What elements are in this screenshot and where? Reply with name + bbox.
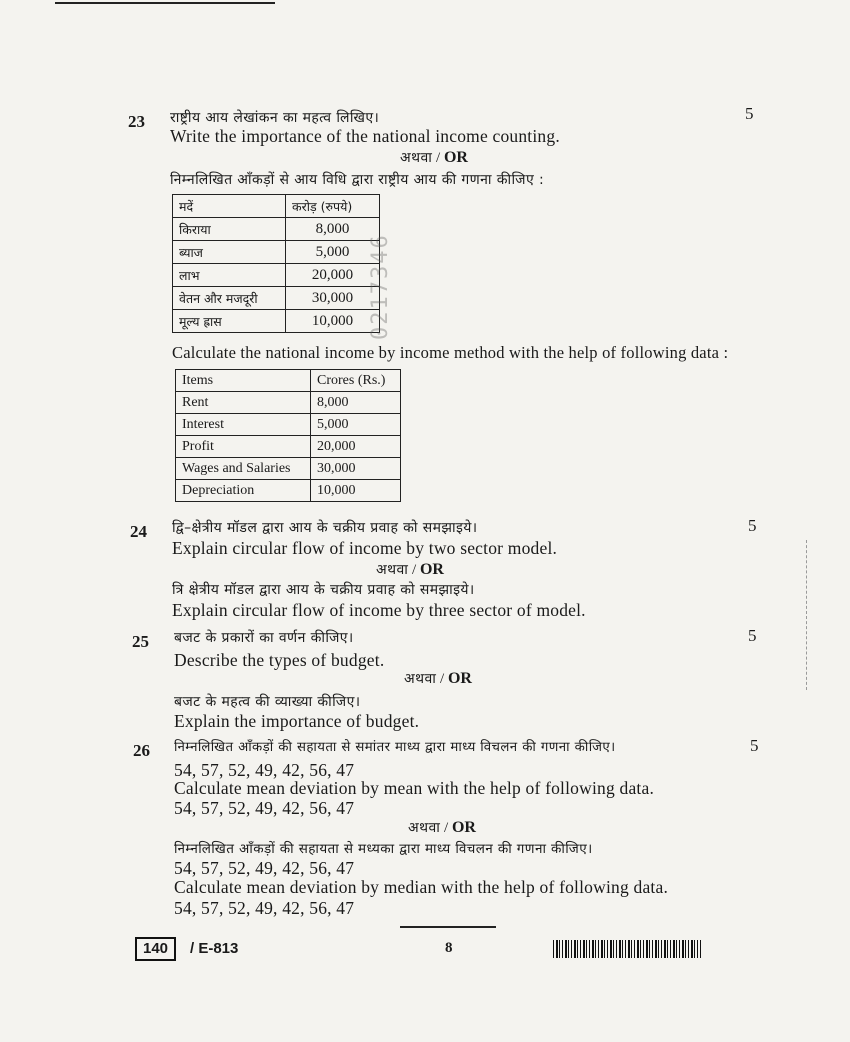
table-cell: Interest [176,414,311,436]
table-cell: Profit [176,436,311,458]
table-cell: लाभ [173,264,286,287]
table-cell: Rent [176,392,311,414]
table-row [173,241,380,264]
or-hindi: अथवा [376,562,409,578]
table-row [173,264,380,287]
question-text-english: Explain circular flow of income by two sector model. [172,538,558,558]
question-text-english: Calculate mean deviation by mean with the help of following data. [174,778,655,798]
or-separator: अथवा / OR [400,149,468,166]
question-number: 23 [128,112,145,131]
footer-rule [400,926,496,928]
table-row [176,414,401,436]
top-rule [55,2,275,4]
question-text-hindi-alt: बजट के महत्व की व्याख्या कीजिए। [174,694,361,710]
marks: 5 [748,626,757,645]
table-cell: Wages and Salaries [176,458,311,480]
table-header-row [173,195,380,218]
data-values: 54, 57, 52, 49, 42, 56, 47 [174,798,355,818]
table-header-cell: करोड़ (रुपये) [286,195,380,218]
table-header-row [176,370,401,392]
question-text-hindi: बजट के प्रकारों का वर्णन कीजिए। [174,630,354,646]
table-header-cell: मदें [173,195,286,218]
or-hindi: अथवा [408,820,441,836]
table-cell: मूल्य ह्रास [173,310,286,333]
question-text-hindi: द्वि–क्षेत्रीय मॉडल द्वारा आय के चक्रीय प्रवाह को समझाइये। [172,520,478,536]
table-row [176,480,401,502]
table-header-cell: Items [176,370,311,392]
marks: 5 [750,736,759,755]
paper-number-box: 140 [135,937,176,961]
question-text-english-alt: Calculate the national income by income method with the help of following data : [172,343,729,362]
question-text-hindi-alt: त्रि क्षेत्रीय मॉडल द्वारा आय के चक्रीय प्रवाह को समझाइये। [172,582,475,598]
serial-stamp: 0217346 [368,233,393,340]
table-header-cell: Crores (Rs.) [311,370,401,392]
table-cell: किराया [173,218,286,241]
table-row [173,310,380,333]
question-text-hindi: राष्ट्रीय आय लेखांकन का महत्व लिखिए। [170,110,380,126]
or-hindi: अथवा [404,671,437,687]
question-text-english: Describe the types of budget. [174,650,385,670]
table-cell: 20,000 [286,264,380,287]
paper-code: / E-813 [190,940,239,957]
question-text-hindi-alt: निम्नलिखित आँकड़ों से आय विधि द्वारा राष्ट्रीय आय की गणना कीजिए : [170,172,545,188]
or-english: OR [443,149,468,166]
table-cell: 30,000 [311,458,401,480]
question-text-hindi: निम्नलिखित आँकड़ों की सहायता से समांतर माध्य द्वारा माध्य विचलन की गणना कीजिए। [174,740,616,755]
data-table-english [175,369,401,502]
table-row [173,287,380,310]
marks: 5 [748,516,757,535]
table-row [176,436,401,458]
or-english: OR [419,561,444,578]
or-separator: अथवा / OR [408,819,476,836]
barcode [553,940,701,958]
table-cell: 5,000 [311,414,401,436]
question-text-hindi-alt: निम्नलिखित आँकड़ों की सहायता से मध्यका द्वारा माध्य विचलन की गणना कीजिए। [174,841,593,857]
data-values: 54, 57, 52, 49, 42, 56, 47 [174,858,355,878]
question-text-english-alt: Calculate mean deviation by median with the help of following data. [174,877,669,897]
data-values: 54, 57, 52, 49, 42, 56, 47 [174,760,355,780]
data-table-hindi [172,194,380,333]
or-hindi: अथवा [400,150,433,166]
or-english: OR [447,670,472,687]
or-english: OR [451,819,476,836]
table-cell: वेतन और मजदूरी [173,287,286,310]
question-number: 26 [133,741,150,760]
question-text-english-alt: Explain circular flow of income by three sector of model. [172,600,586,620]
table-cell: 30,000 [286,287,380,310]
table-cell: 8,000 [286,218,380,241]
table-cell: 5,000 [286,241,380,264]
question-number: 24 [130,522,147,541]
table-cell: 20,000 [311,436,401,458]
question-text-english-alt: Explain the importance of budget. [174,711,420,731]
table-cell: 8,000 [311,392,401,414]
perforation-edge [806,540,808,690]
marks: 5 [745,104,754,123]
or-separator: अथवा / OR [376,561,444,578]
question-text-english: Write the importance of the national income counting. [170,126,560,146]
table-row [176,458,401,480]
question-number: 25 [132,632,149,651]
table-cell: 10,000 [311,480,401,502]
table-row [173,218,380,241]
page-number: 8 [445,940,453,956]
data-values: 54, 57, 52, 49, 42, 56, 47 [174,898,355,918]
table-cell: 10,000 [286,310,380,333]
table-cell: ब्याज [173,241,286,264]
or-separator: अथवा / OR [404,670,472,687]
table-cell: Depreciation [176,480,311,502]
table-row [176,392,401,414]
